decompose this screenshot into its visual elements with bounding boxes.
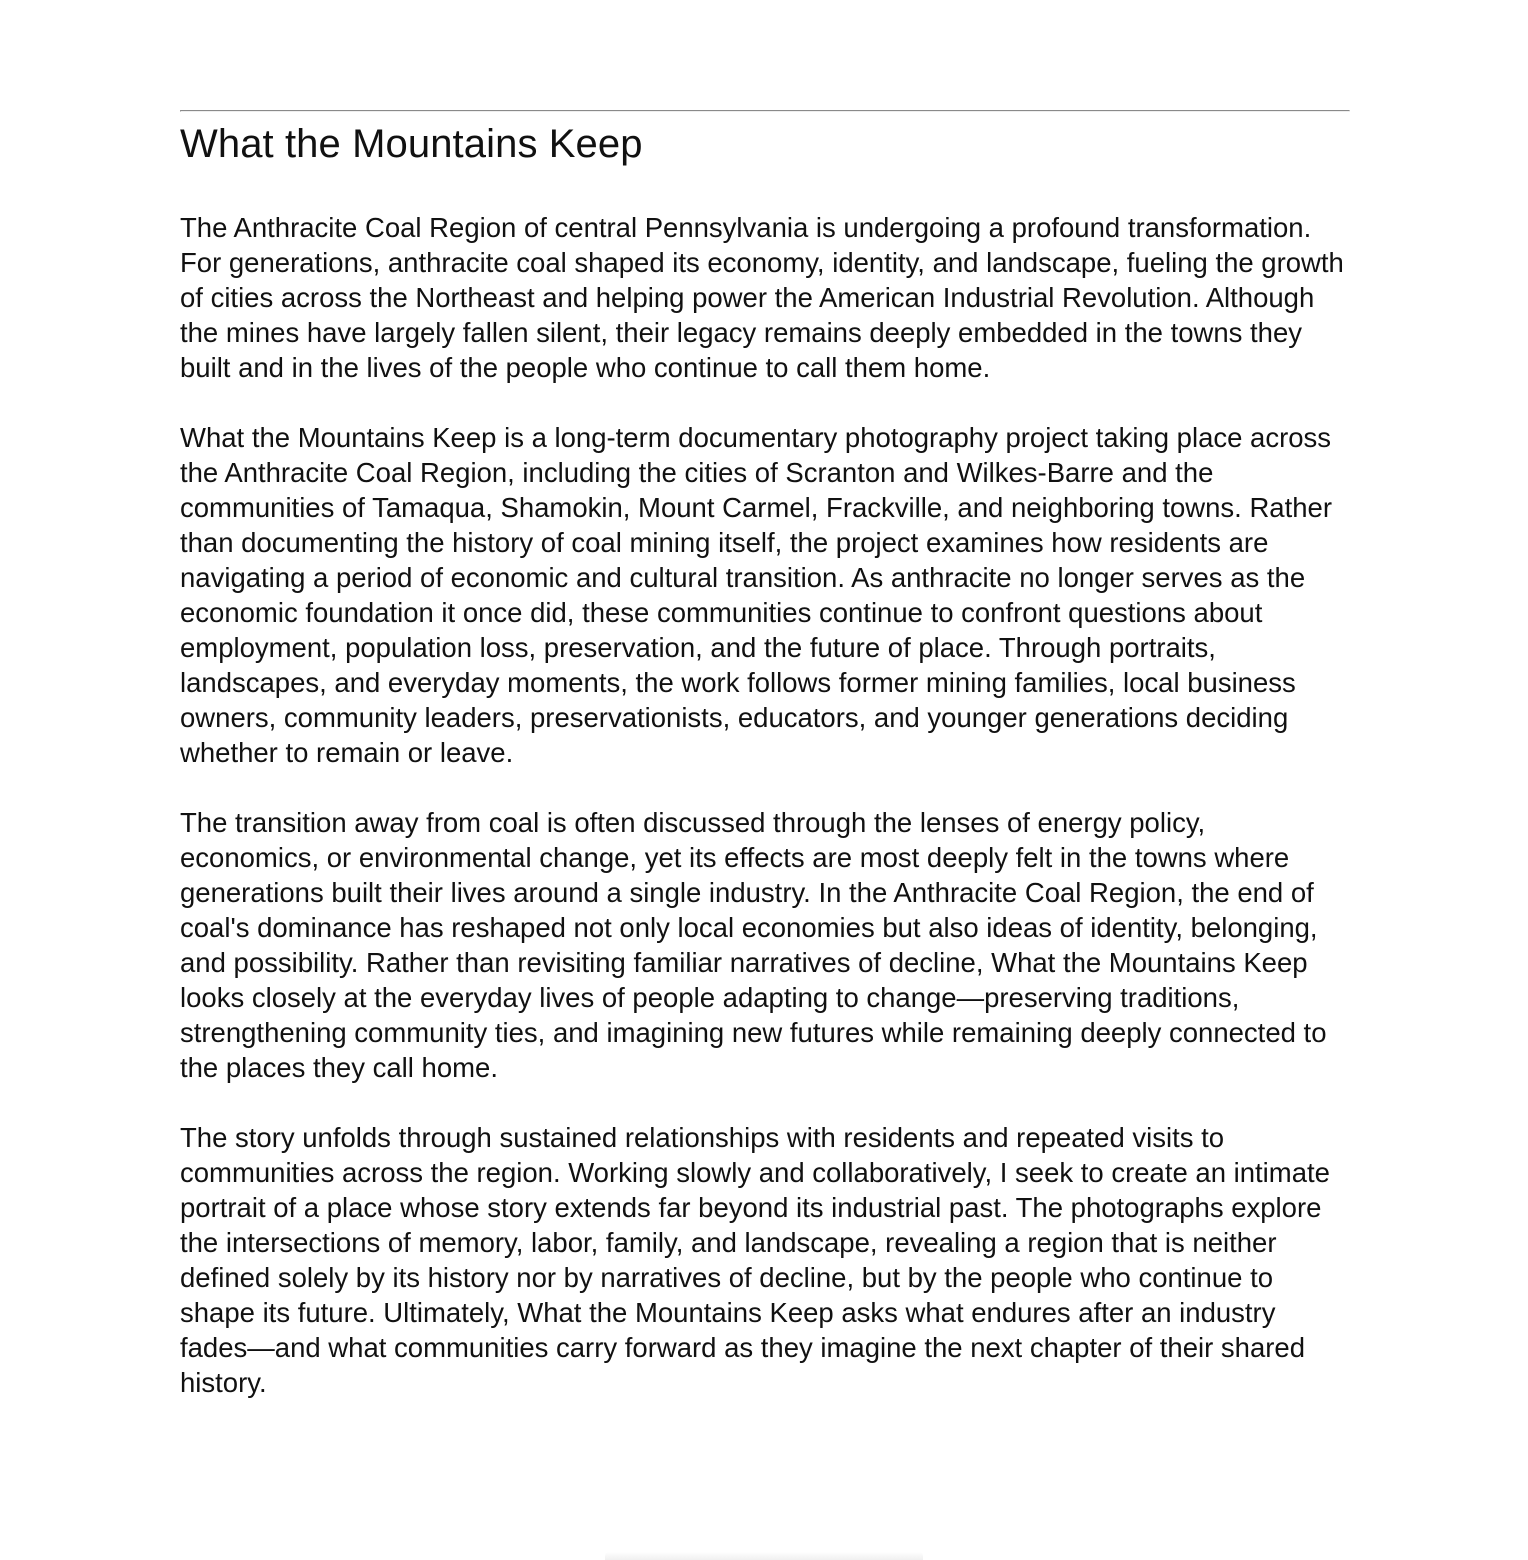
article-body: [180, 210, 1350, 1400]
page-title: What the Mountains Keep: [180, 122, 643, 166]
paragraph-4: The story unfolds through sustained relationships with residents and repeated visits to communities across the region. Working slowly and collaboratively, I seek to create an intimate portrait of a place whose story extends far beyond its industrial past. The photographs explore the intersections of memory, labor, family, and landscape, revealing a region that is neither defined solely by its history nor by narratives of decline, but by the people who continue to shape its future. Ultimately, What the Mountains Keep asks what endures after an industry fades—and what communities carry forward as they imagine the next chapter of their shared history.: [180, 1122, 1330, 1398]
paragraph-2: What the Mountains Keep is a long-term documentary photography project taking place across the Anthracite Coal Region, including the cities of Scranton and Wilkes-Barre and the communities of Tamaqua, Shamokin, Mount Carmel, Frackville, and neighboring towns. Rather than documenting the history of coal mining itself, the project examines how residents are navigating a period of economic and cultural transition. As anthracite no longer serves as the economic foundation it once did, these communities continue to confront questions about employment, population loss, preservation, and the future of place. Through portraits, landscapes, and everyday moments, the work follows former mining families, local business owners, community leaders, preservationists, educators, and younger generations deciding whether to remain or leave.: [180, 422, 1332, 768]
bottom-edge-shadow: [605, 1552, 923, 1560]
paragraph-1: The Anthracite Coal Region of central Pennsylvania is undergoing a profound transformation. For generations, anthracite coal shaped its economy, identity, and landscape, fueling the growth of cities across the Northeast and helping power the American Industrial Revolution. Although the mines have largely fallen silent, their legacy remains deeply embedded in the towns they built and in the lives of the people who continue to call them home.: [180, 212, 1344, 383]
paragraph-3: The transition away from coal is often discussed through the lenses of energy policy, economics, or environmental change, yet its effects are most deeply felt in the towns where generations built their lives around a single industry. In the Anthracite Coal Region, the end of coal's dominance has reshaped not only local economies but also ideas of identity, belonging, and possibility. Rather than revisiting familiar narratives of decline, What the Mountains Keep looks closely at the everyday lives of people adapting to change—preserving traditions, strengthening community ties, and imagining new futures while remaining deeply connected to the places they call home.: [180, 807, 1327, 1083]
top-divider: [180, 110, 1350, 112]
article: [180, 110, 1350, 1400]
